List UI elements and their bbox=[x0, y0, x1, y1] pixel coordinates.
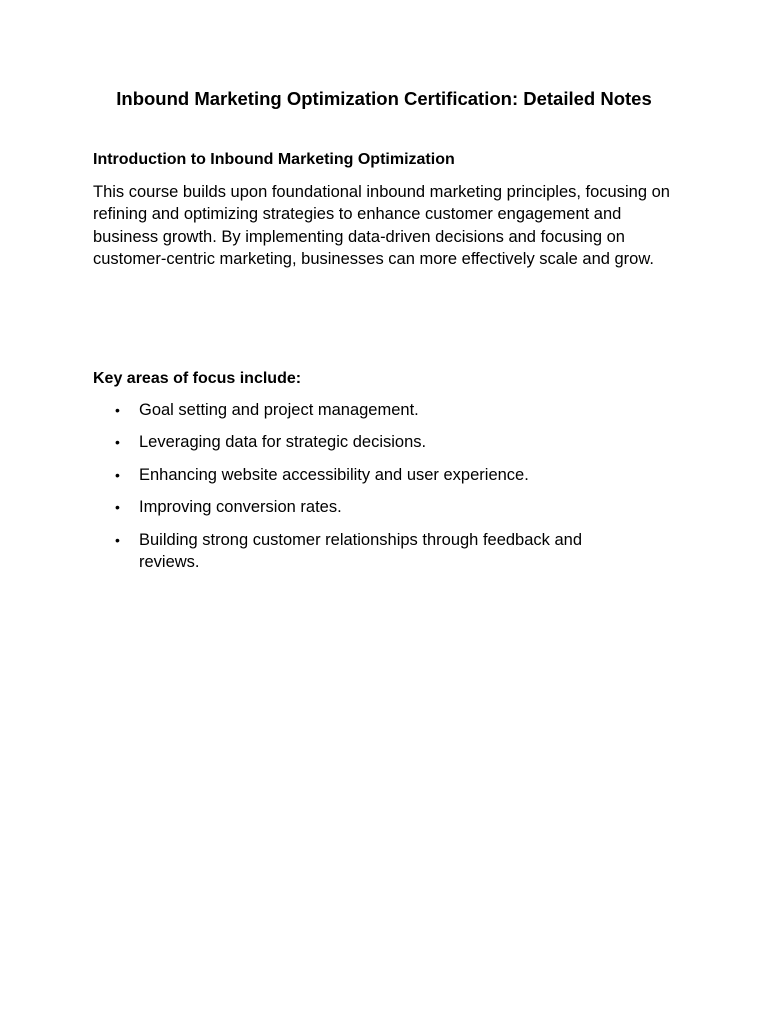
list-item-text: Enhancing website accessibility and user experience. bbox=[139, 465, 529, 484]
intro-paragraph: This course builds upon foundational inbound marketing principles, focusing on refining and optimizing strategies to enhance customer engagement and business growth. By implementing data-driven decisions and focusing on customer-centric marketing, businesses can more effectively scale and grow. bbox=[93, 183, 670, 269]
list-item bbox=[93, 529, 639, 574]
list-item-text: Leveraging data for strategic decisions. bbox=[139, 433, 427, 452]
document-title: Inbound Marketing Optimization Certification: Detailed Notes bbox=[116, 88, 652, 109]
list-item bbox=[93, 431, 639, 453]
list-item bbox=[93, 464, 639, 486]
list-item bbox=[93, 399, 639, 421]
intro-heading: Introduction to Inbound Marketing Optimization bbox=[93, 151, 455, 168]
bullet-icon: • bbox=[115, 499, 120, 516]
bullet-icon: • bbox=[115, 531, 120, 548]
bullet-icon: • bbox=[115, 402, 120, 418]
list-item-text: Improving conversion rates. bbox=[139, 498, 342, 517]
list-item bbox=[93, 496, 639, 518]
bullet-icon: • bbox=[115, 466, 120, 483]
list-item-text: Goal setting and project management. bbox=[139, 401, 419, 419]
focus-list bbox=[93, 399, 683, 583]
list-item-text: Building strong customer relationships through feedback and reviews. bbox=[139, 530, 583, 572]
bullet-icon: • bbox=[115, 434, 120, 451]
focus-heading: Key areas of focus include: bbox=[93, 370, 302, 387]
